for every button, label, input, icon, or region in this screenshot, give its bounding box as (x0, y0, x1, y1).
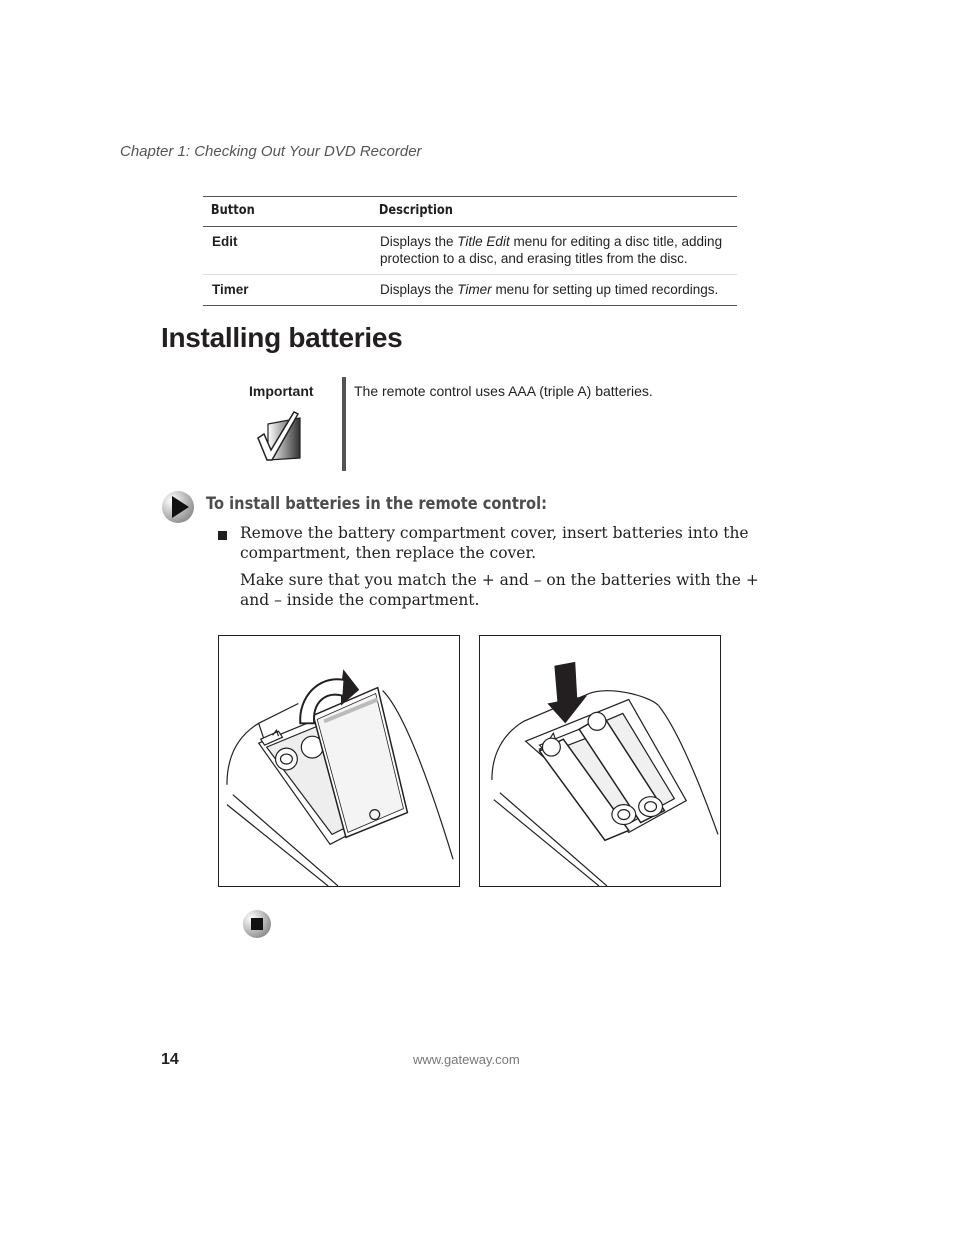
insert-batteries-illustration (479, 635, 721, 887)
stop-icon (242, 909, 272, 939)
button-description: Displays the Title Edit menu for editing a disc title, adding protection to a disc, and erasing titles from the disc. (371, 227, 737, 275)
button-name: Timer (203, 275, 371, 306)
section-title: Installing batteries (161, 322, 403, 353)
important-text: The remote control uses AAA (triple A) batteries. (354, 383, 653, 399)
procedure-title: To install batteries in the remote control: (206, 494, 547, 514)
arrow-right-icon (161, 490, 195, 524)
button-table (203, 196, 737, 306)
footer-url: www.gateway.com (413, 1052, 520, 1067)
table-header-row (203, 197, 737, 227)
table-header-description: Description (371, 197, 693, 227)
step-text: Remove the battery compartment cover, insert batteries into the compartment, then replace the cover. (240, 524, 749, 562)
checkmark-icon (254, 410, 304, 462)
important-label: Important (249, 383, 314, 399)
table-row (203, 275, 737, 306)
important-divider (342, 377, 346, 471)
table-row (203, 227, 737, 275)
page-number: 14 (161, 1051, 179, 1068)
button-name: Edit (203, 227, 371, 275)
bullet-square-icon (218, 531, 227, 540)
chapter-header: Chapter 1: Checking Out Your DVD Recorder (120, 143, 422, 160)
remove-cover-illustration (218, 635, 460, 887)
table-header-button: Button (203, 197, 351, 227)
button-description: Displays the Timer menu for setting up timed recordings. (371, 275, 737, 306)
step-note: Make sure that you match the + and – on the batteries with the + and – inside the compartment. (240, 571, 759, 609)
